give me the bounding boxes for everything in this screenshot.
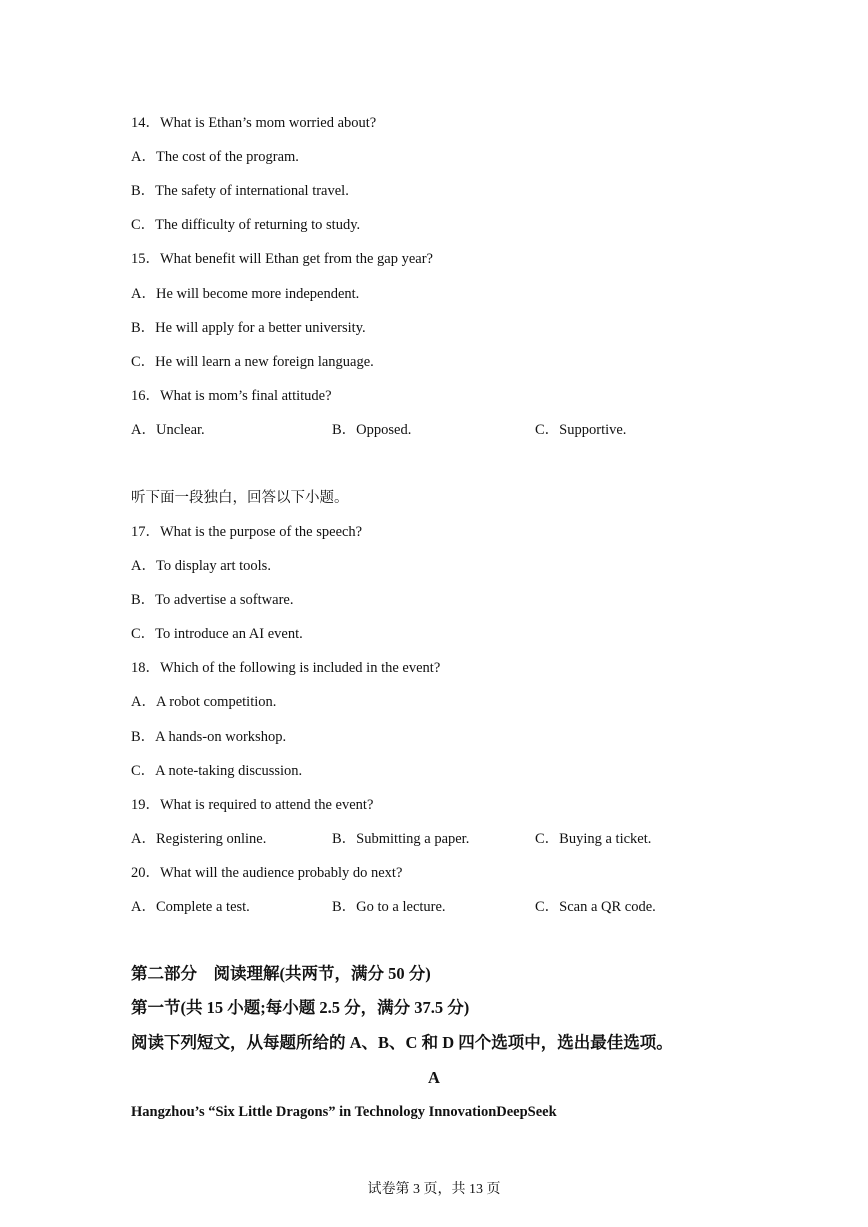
reading-instruction: 阅读下列短文，从每题所给的 A、B、C 和 D 四个选项中，选出最佳选项。: [131, 1033, 673, 1052]
q14-option-b: B．The safety of international travel.: [131, 183, 349, 199]
q17-option-b: B．To advertise a software.: [131, 592, 294, 608]
q15-option-b: B．He will apply for a better university.: [131, 320, 366, 336]
question-19: 19．What is required to attend the event?: [131, 797, 374, 813]
q15-option-a: A．He will become more independent.: [131, 286, 360, 302]
part2-heading: 第二部分 阅读理解(共两节，满分 50 分): [131, 964, 431, 983]
q20-option-a: A．Complete a test.: [131, 899, 250, 915]
section1-heading: 第一节(共 15 小题;每小题 2.5 分，满分 37.5 分): [131, 998, 470, 1017]
q14-option-c: C．The difficulty of returning to study.: [131, 217, 361, 233]
passage-letter: A: [428, 1068, 440, 1087]
q17-option-a: A．To display art tools.: [131, 558, 271, 574]
q20-option-c: C．Scan a QR code.: [535, 899, 656, 915]
question-20: 20．What will the audience probably do next?: [131, 865, 403, 881]
q16-option-b: B．Opposed.: [332, 422, 412, 438]
q17-option-c: C．To introduce an AI event.: [131, 626, 303, 642]
q19-option-c: C．Buying a ticket.: [535, 831, 652, 847]
q18-option-a: A．A robot competition.: [131, 694, 277, 710]
q18-option-c: C．A note-taking discussion.: [131, 763, 303, 779]
question-16: 16．What is mom’s final attitude?: [131, 388, 332, 404]
q18-option-b: B．A hands-on workshop.: [131, 729, 287, 745]
q20-option-b: B．Go to a lecture.: [332, 899, 446, 915]
question-18: 18．Which of the following is included in the event?: [131, 660, 441, 676]
q14-option-a: A．The cost of the program.: [131, 149, 299, 165]
q15-option-c: C．He will learn a new foreign language.: [131, 354, 374, 370]
q19-option-b: B．Submitting a paper.: [332, 831, 470, 847]
passage-title: Hangzhou’s “Six Little Dragons” in Technology InnovationDeepSeek: [131, 1104, 557, 1120]
question-17: 17．What is the purpose of the speech?: [131, 524, 363, 540]
question-15: 15．What benefit will Ethan get from the gap year?: [131, 251, 433, 267]
page-footer: 试卷第 3 页，共 13 页: [367, 1182, 501, 1197]
monologue-instruction: 听下面一段独白，回答以下小题。: [131, 490, 349, 506]
q16-option-a: A．Unclear.: [131, 422, 205, 438]
question-14: 14．What is Ethan’s mom worried about?: [131, 115, 377, 131]
q19-option-a: A．Registering online.: [131, 831, 267, 847]
q16-option-c: C．Supportive.: [535, 422, 627, 438]
